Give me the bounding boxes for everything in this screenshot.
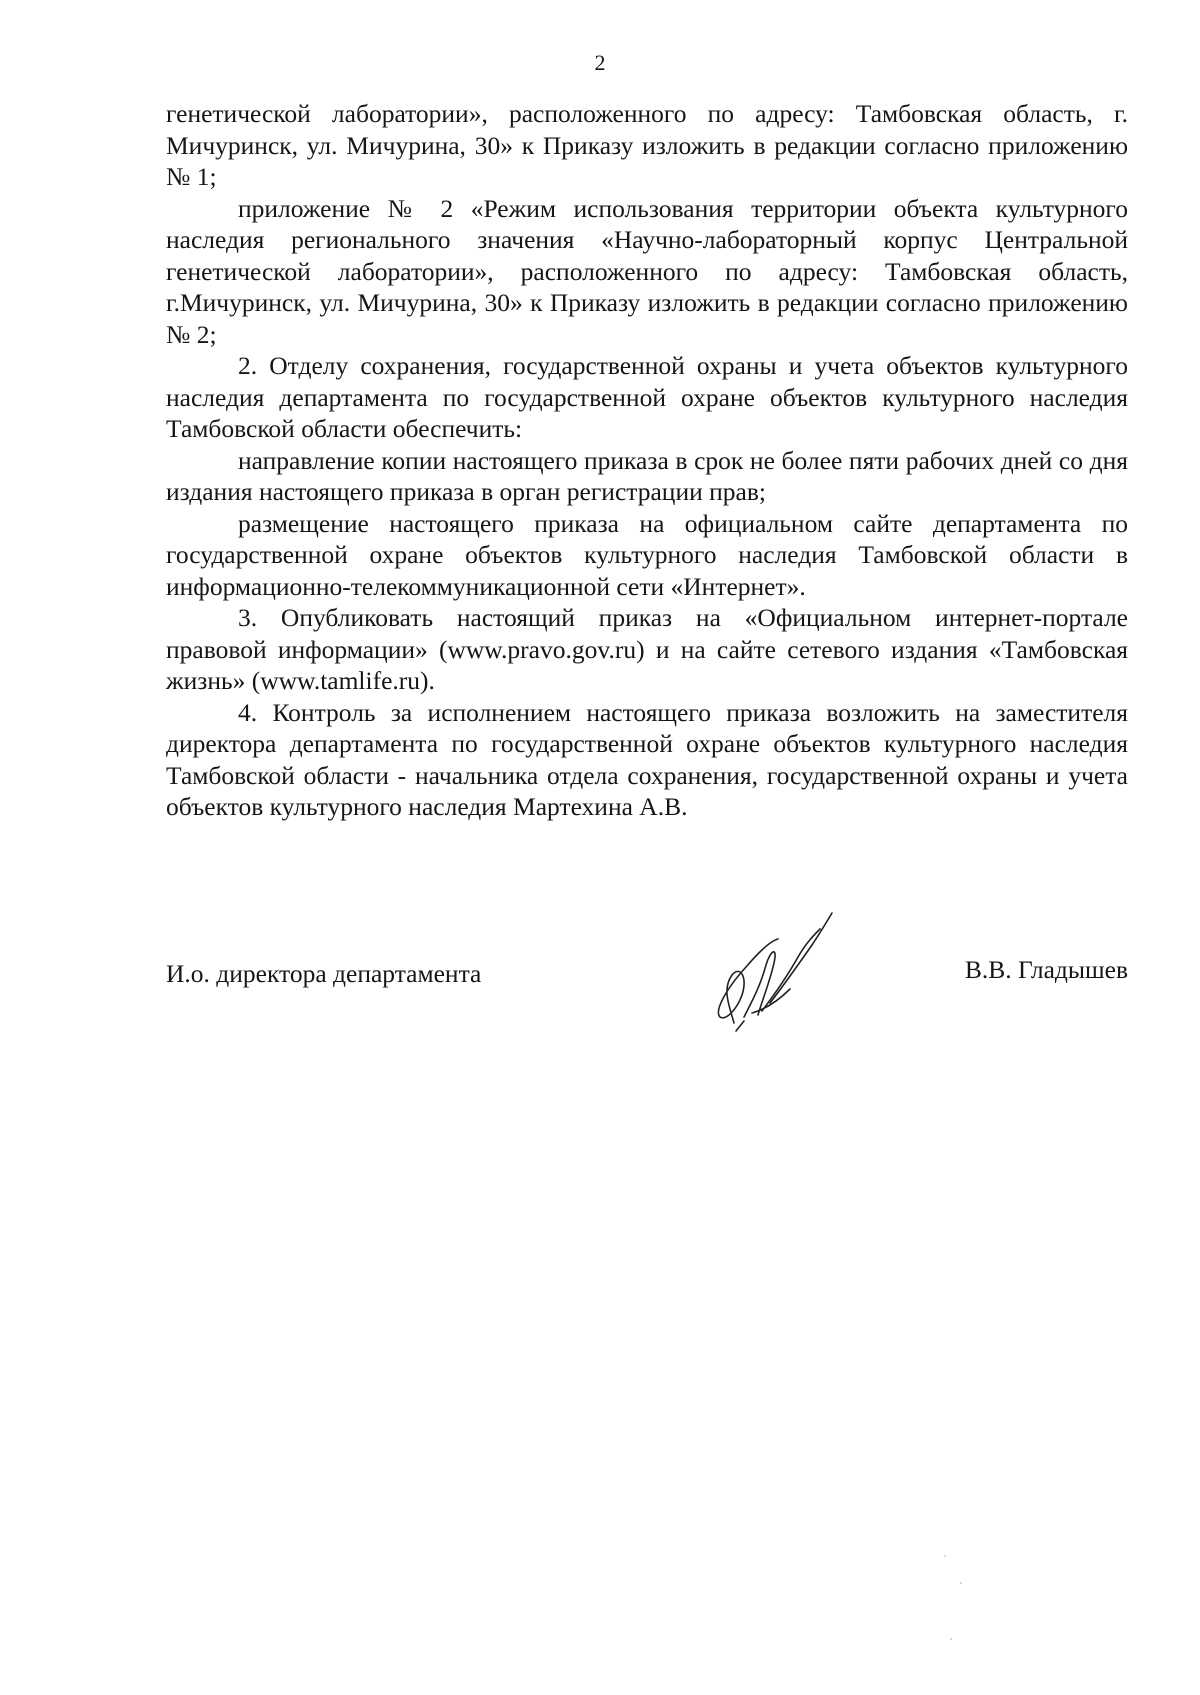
scan-speck [960,1582,962,1584]
paragraph-item-3: 3. Опубликовать настоящий приказ на «Официальном интернет-портале правовой информации» (www.pravo.gov.ru) и на сайте сетевого издания «Тамбовская жизнь» (www.tamlife.ru). [166,603,1128,695]
page-number: 2 [594,50,606,75]
signer-name: В.В. Гладышев [964,955,1128,984]
handwritten-signature [674,905,874,1035]
document-body [166,98,1128,823]
paragraph-appendix-2: приложение № 2 «Режим использования территории объекта культурного наследия регионального значения «Научно-лабораторный корпус Центральной генетической лаборатории», расположенного по адресу: Тамбовская область, г.Мичуринск, ул. Мичурина, 30» к Приказу изложить в редакции согласно приложению № 2; [166,193,1128,349]
paragraph-website-placement: размещение настоящего приказа на официальном сайте департамента по государственной охране объектов культурного наследия Тамбовской области в информационно-телекоммуникационной сети «Интернет». [166,508,1128,601]
paragraph-copy-direction: направление копии настоящего приказа в срок не более пяти рабочих дней со дня издания настоящего приказа в орган регистрации прав; [166,445,1128,506]
signer-title: И.о. директора департамента [166,959,482,988]
scan-speck [944,1555,946,1557]
paragraph-continuation: генетической лаборатории», расположенного по адресу: Тамбовская область, г. Мичуринск, ул. Мичурина, 30» к Приказу изложить в редакции согласно приложению № 1; [166,99,1128,191]
signature-block [166,905,1128,1035]
paragraph-item-4: 4. Контроль за исполнением настоящего приказа возложить на заместителя директора департамента по государственной охране объектов культурного наследия Тамбовской области - начальника отдела сохранения, государственной охраны и учета объектов культурного наследия Мартехина А.В. [166,697,1128,821]
scan-speck [950,1638,952,1640]
paragraph-item-2: 2. Отделу сохранения, государственной охраны и учета объектов культурного наследия департамента по государственной охране объектов культурного наследия Тамбовской области обеспечить: [166,351,1128,443]
